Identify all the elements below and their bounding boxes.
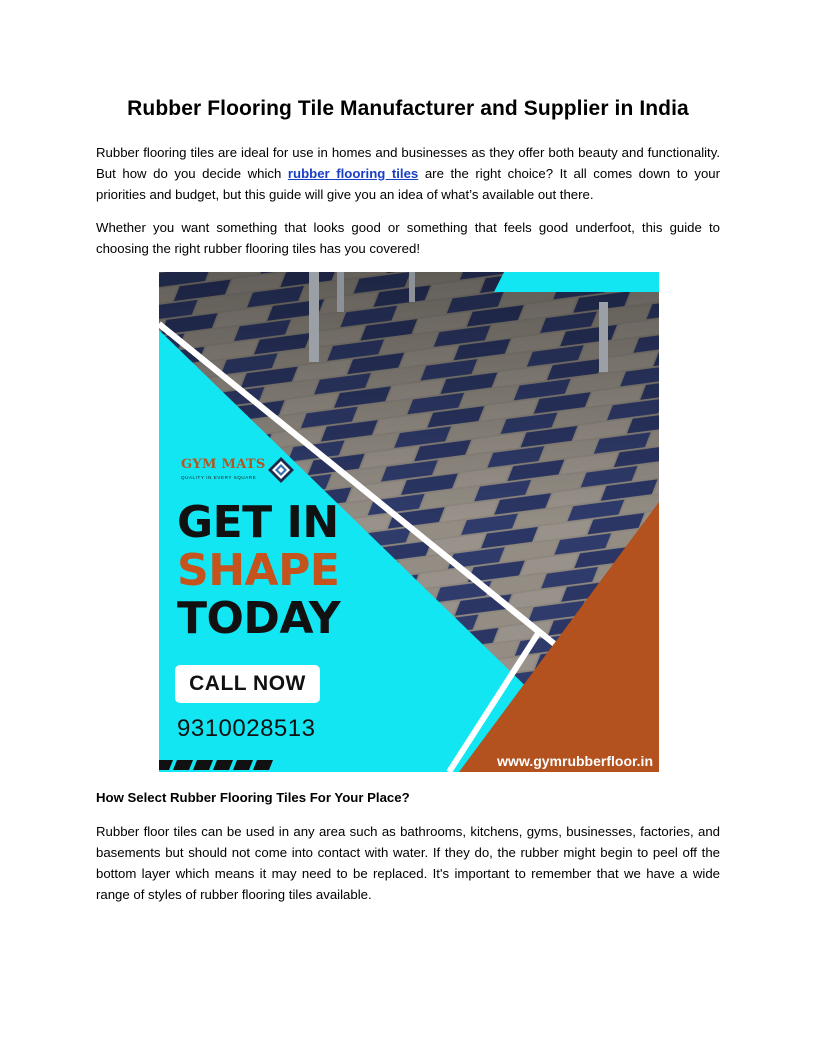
rubber-flooring-tiles-link[interactable]: rubber flooring tiles bbox=[287, 166, 419, 181]
gym-mats-tagline: QUALITY IN EVERY SQUARE bbox=[181, 475, 257, 480]
intro-paragraph bbox=[96, 142, 720, 205]
headline-shape: SHAPE bbox=[177, 545, 340, 596]
promo-banner-image bbox=[159, 272, 659, 772]
phone-number: 9310028513 bbox=[177, 715, 316, 742]
call-now-badge: CALL NOW bbox=[175, 665, 320, 703]
headline-get-in: GET IN bbox=[177, 497, 339, 548]
guide-paragraph: Whether you want something that looks good or something that feels good underfoot, this guide to choosing the right rubber flooring tiles has you covered! bbox=[96, 220, 720, 256]
intro-text-end: are the right choice? It all comes down to your priorities and budget, but this guide will give you an idea of what’s available out there. bbox=[96, 166, 720, 202]
page-title: Rubber Flooring Tile Manufacturer and Supplier in India bbox=[127, 97, 689, 120]
intro-text-start: Rubber flooring tiles are ideal for use in homes and businesses as they offer both beauty and functionality. But how do you decide which bbox=[96, 145, 720, 181]
website-url: www.gymrubberfloor.in bbox=[497, 753, 653, 769]
section-paragraph: Rubber floor tiles can be used in any area such as bathrooms, kitchens, gyms, businesses, factories, and basements but should not come into contact with water. If they do, the rubber might begin to peel off the bottom layer which means it may need to be replaced. It's important to remember that we have a wide range of styles of rubber flooring tiles available. bbox=[96, 824, 720, 902]
section-heading: How Select Rubber Flooring Tiles For Your Place? bbox=[96, 790, 410, 805]
gym-mats-logo-icon bbox=[267, 456, 295, 484]
gym-mats-brand-name: GYM MATS bbox=[181, 457, 266, 472]
headline-today: TODAY bbox=[177, 593, 341, 644]
